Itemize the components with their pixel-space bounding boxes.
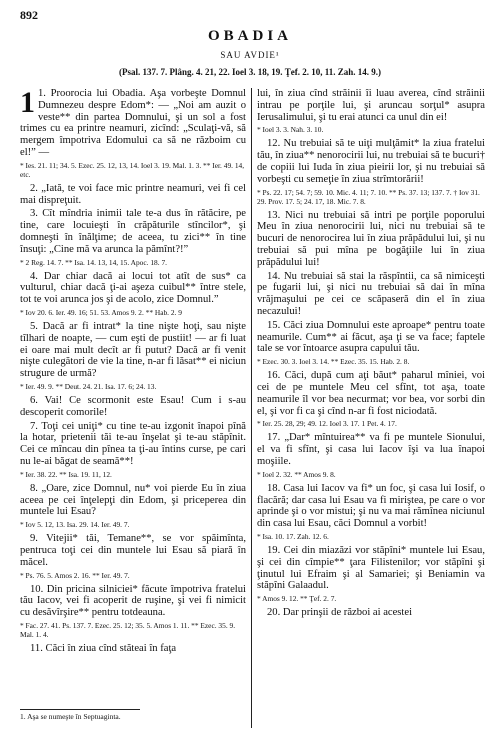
verse-reference: * Ioel 3. 3. Nah. 3. 10. (257, 125, 324, 135)
verse-reference: * Ioel 2. 32. ** Amos 9. 8. (257, 469, 336, 479)
verse-text: 4. Dar chiar dacă ai locui tot atît de sus* ca vulturul, chiar dacă ţi-ai aşeza cuibul** între stele, tot te voi arunca jos şi de acolo, zice Domnul.” (20, 270, 246, 306)
book-subtitle: SAU AVDIE¹ (220, 50, 280, 60)
right-column (257, 88, 485, 621)
verse-text: 19. Cei din miazăzi vor stăpîni* muntele lui Esau, şi cei din cîmpie** ţara Filistenilor; vor stăpîni şi ţinutul lui Efraim şi al Samariei; şi Beniamin va stăpîni Galaadul. (257, 544, 485, 592)
verse-text: 13. Nici nu trebuiai să intri pe porţile poporului Meu în ziua nenorocirii lui, nici nu trebuiai să te bucuri de nenorocirea lui în ziua prăpădului lui, şi nu trebuiai să pui mîna pe bogăţiile lui în ziua prăpădului lui! (257, 209, 485, 268)
verse-text: 14. Nu trebuiai să stai la răspîntii, ca să nimiceşti pe fugarii lui, şi nici nu trebuiai să dai în mîna vrăjmaşului pe cei ce scăpaseră din el în ziua necazului! (257, 270, 485, 317)
verse-reference: * Ezec. 30. 3. Ioel 3. 14. ** Ezec. 35. 15. Hab. 2. 8. (257, 357, 410, 367)
verse-reference: * Ier. 25. 28, 29; 49. 12. Ioel 3. 17. 1 Pet. 4. 17. (257, 419, 397, 429)
verse-text: 18. Casa lui Iacov va fi* un foc, şi casa lui Iosif, o flacără; dar casa lui Esau va fi miriştea, pe care o vor aprinde şi o vor mistui; şi nu va mai rămînea niciunul din casa lui Esau, căci Domnul a vorbit! (257, 482, 485, 530)
verse-reference: * 2 Reg. 14. 7. ** Isa. 14. 13, 14, 15. Apoc. 18. 7. (20, 257, 167, 267)
footnote-rule (20, 709, 140, 710)
verse-text: 7. Toţi cei uniţi* cu tine te-au izgonit înapoi pînă la hotar, prietenii tăi te-au înşelat şi te-au stăpînit. Cei ce mîncau din pînea ta ţi-au întins curse, pe cari nu le-ai băgat de seamă**! (20, 420, 246, 467)
verse-text: 9. Vitejii* tăi, Temane**, se vor spăimînta, pentruca toţi cei din muntele lui Esau să piară în măcel. (20, 533, 246, 568)
verse-text: 15. Căci ziua Domnului este aproape* pentru toate neamurile. Cum** ai făcut, aşa ţi se va face; faptele tale se vor întoarce asupra capului tău. (257, 319, 485, 355)
column-divider (251, 88, 252, 728)
verse-text: 16. Căci, după cum aţi băut* paharul mîniei, voi cei de pe muntele Meu cel sfînt, tot aşa, toate neamurile îl vor bea necurmat; vor bea, vor sorbi din el, şi vor fi ca şi cînd n-ar fi fost niciodată. (257, 370, 485, 417)
verse-reference: * Ps. 22. 17; 54. 7; 59. 10. Mic. 4. 11; 7. 10. ** Ps. 37. 13; 137. 7. † Iov 31. 29. Prov. 17. 5; 24. 17, 18. Mic. 7. 8. (257, 187, 480, 206)
verse-text: 10. Din pricina silniciei* făcute împotriva fratelui tău Iacov, vei fi acoperit de ruşine, şi vei fi nimicit cu desăvîrşire** pentru totdeauna. (20, 583, 246, 619)
verse-reference: * Fac. 27. 41. Ps. 137. 7. Ezec. 25. 12; 35. 5. Amos 1. 11. ** Ezec. 35. 9. Mal. 1. 4. (20, 620, 236, 639)
verse-text: 11. Căci în ziua cînd stăteai în faţa (30, 642, 177, 654)
verse-text: lui, în ziua cînd străinii îi luau averea, cînd străinii intrau pe porţile lui, şi aruncau sorţul* asupra Ierusalimului, şi tu erai atunci ca unul din ei! (257, 88, 485, 123)
verse-reference: * Iov 20. 6. Ier. 49. 16; 51. 53. Amos 9. 2. ** Hab. 2. 9 (20, 307, 182, 317)
verse-reference: * Ier. 38. 22. ** Isa. 19. 11, 12. (20, 469, 112, 479)
book-title: OBADIA (207, 28, 292, 44)
verse-reference: * Ies. 21. 11; 34. 5. Ezec. 25. 12, 13, 14. Ioel 3. 19. Mal. 1. 3. ** Ier. 49. 14, etc. (20, 160, 245, 179)
verse-reference: * Amos 9. 12. ** Ţef. 2. 7. (257, 594, 337, 604)
left-column (20, 88, 246, 657)
footnote: 1. Aşa se numeşte în Septuaginta. (20, 712, 121, 721)
verse-text: 5. Dacă ar fi intrat* la tine nişte hoţi, sau nişte tîlhari de noapte, — cum eşti de pustiit! — ar fi luat ei oare mai mult decît ar fi putut? Dacă ar fi venit nişte culegători de vie la tine, n-ar fi lăsat** ei niciun strugure de urmă? (20, 320, 246, 380)
verse-text: 20. Dar prinşii de război ai acestei (267, 607, 413, 619)
verse-text: 2. „Iată, te voi face mic printre neamuri, vei fi cel mai dispreţuit. (20, 182, 246, 206)
verse-text: 1. Proorocia lui Obadia. Aşa vorbeşte Domnul Dumnezeu despre Edom*: — „Noi am auzit o veste** din partea Domnului, şi un sol a fost trimes cu ea printre neamuri, zicînd: „Sculaţi-vă, să mergem împotriva Edomului ca să ne războim cu el!” — (20, 88, 246, 158)
verse-text: 17. „Dar* mîntuirea** va fi pe muntele Sionului, el va fi sfînt, şi casa lui Iacov îşi va lua înapoi moşiile. (257, 432, 485, 467)
chapter-number: 1 (20, 86, 35, 119)
verse-text: 8. „Oare, zice Domnul, nu* voi pierde Eu în ziua aceea pe cei înţelepţi din Edom, şi priceperea din muntele lui Esau? (20, 482, 246, 518)
verse-reference: * Ier. 49. 9. ** Deut. 24. 21. Isa. 17. 6; 24. 13. (20, 381, 157, 391)
verse-reference: * Isa. 10. 17. Zah. 12. 6. (257, 531, 329, 541)
verse-reference: * Ps. 76. 5. Amos 2. 16. ** Ier. 49. 7. (20, 570, 130, 580)
verse-text: 3. Cît mîndria inimii tale te-a dus în rătăcire, pe tine, care locuieşti în crăpăturile stîncilor*, şi domneşti în înălţime; de aceea, tu zici** în tine însuţi: „Cine mă va arunca la pămînt?!” (20, 208, 246, 255)
verse-reference: * Iov 5. 12, 13. Isa. 29. 14. Ier. 49. 7. (20, 520, 130, 530)
cross-references: (Psal. 137. 7. Plâng. 4. 21, 22. Ioel 3. 18, 19. Ţef. 2. 10, 11. Zah. 14. 9.) (118, 67, 381, 77)
verse-text: 6. Vai! Ce scormonit este Esau! Cum i s-au descoperit comorile! (20, 394, 246, 418)
page-number: 892 (20, 8, 38, 22)
verse-text: 12. Nu trebuiai să te uiţi mulţămit* la ziua fratelui tău, în ziua** nenorocirii lui, nu trebuiai să te bucuri† de copiii lui Iuda în ziua pieirii lor, şi nu trebuiai să vorbeşti cu semeţie în ziua strîmtorării! (257, 138, 485, 185)
